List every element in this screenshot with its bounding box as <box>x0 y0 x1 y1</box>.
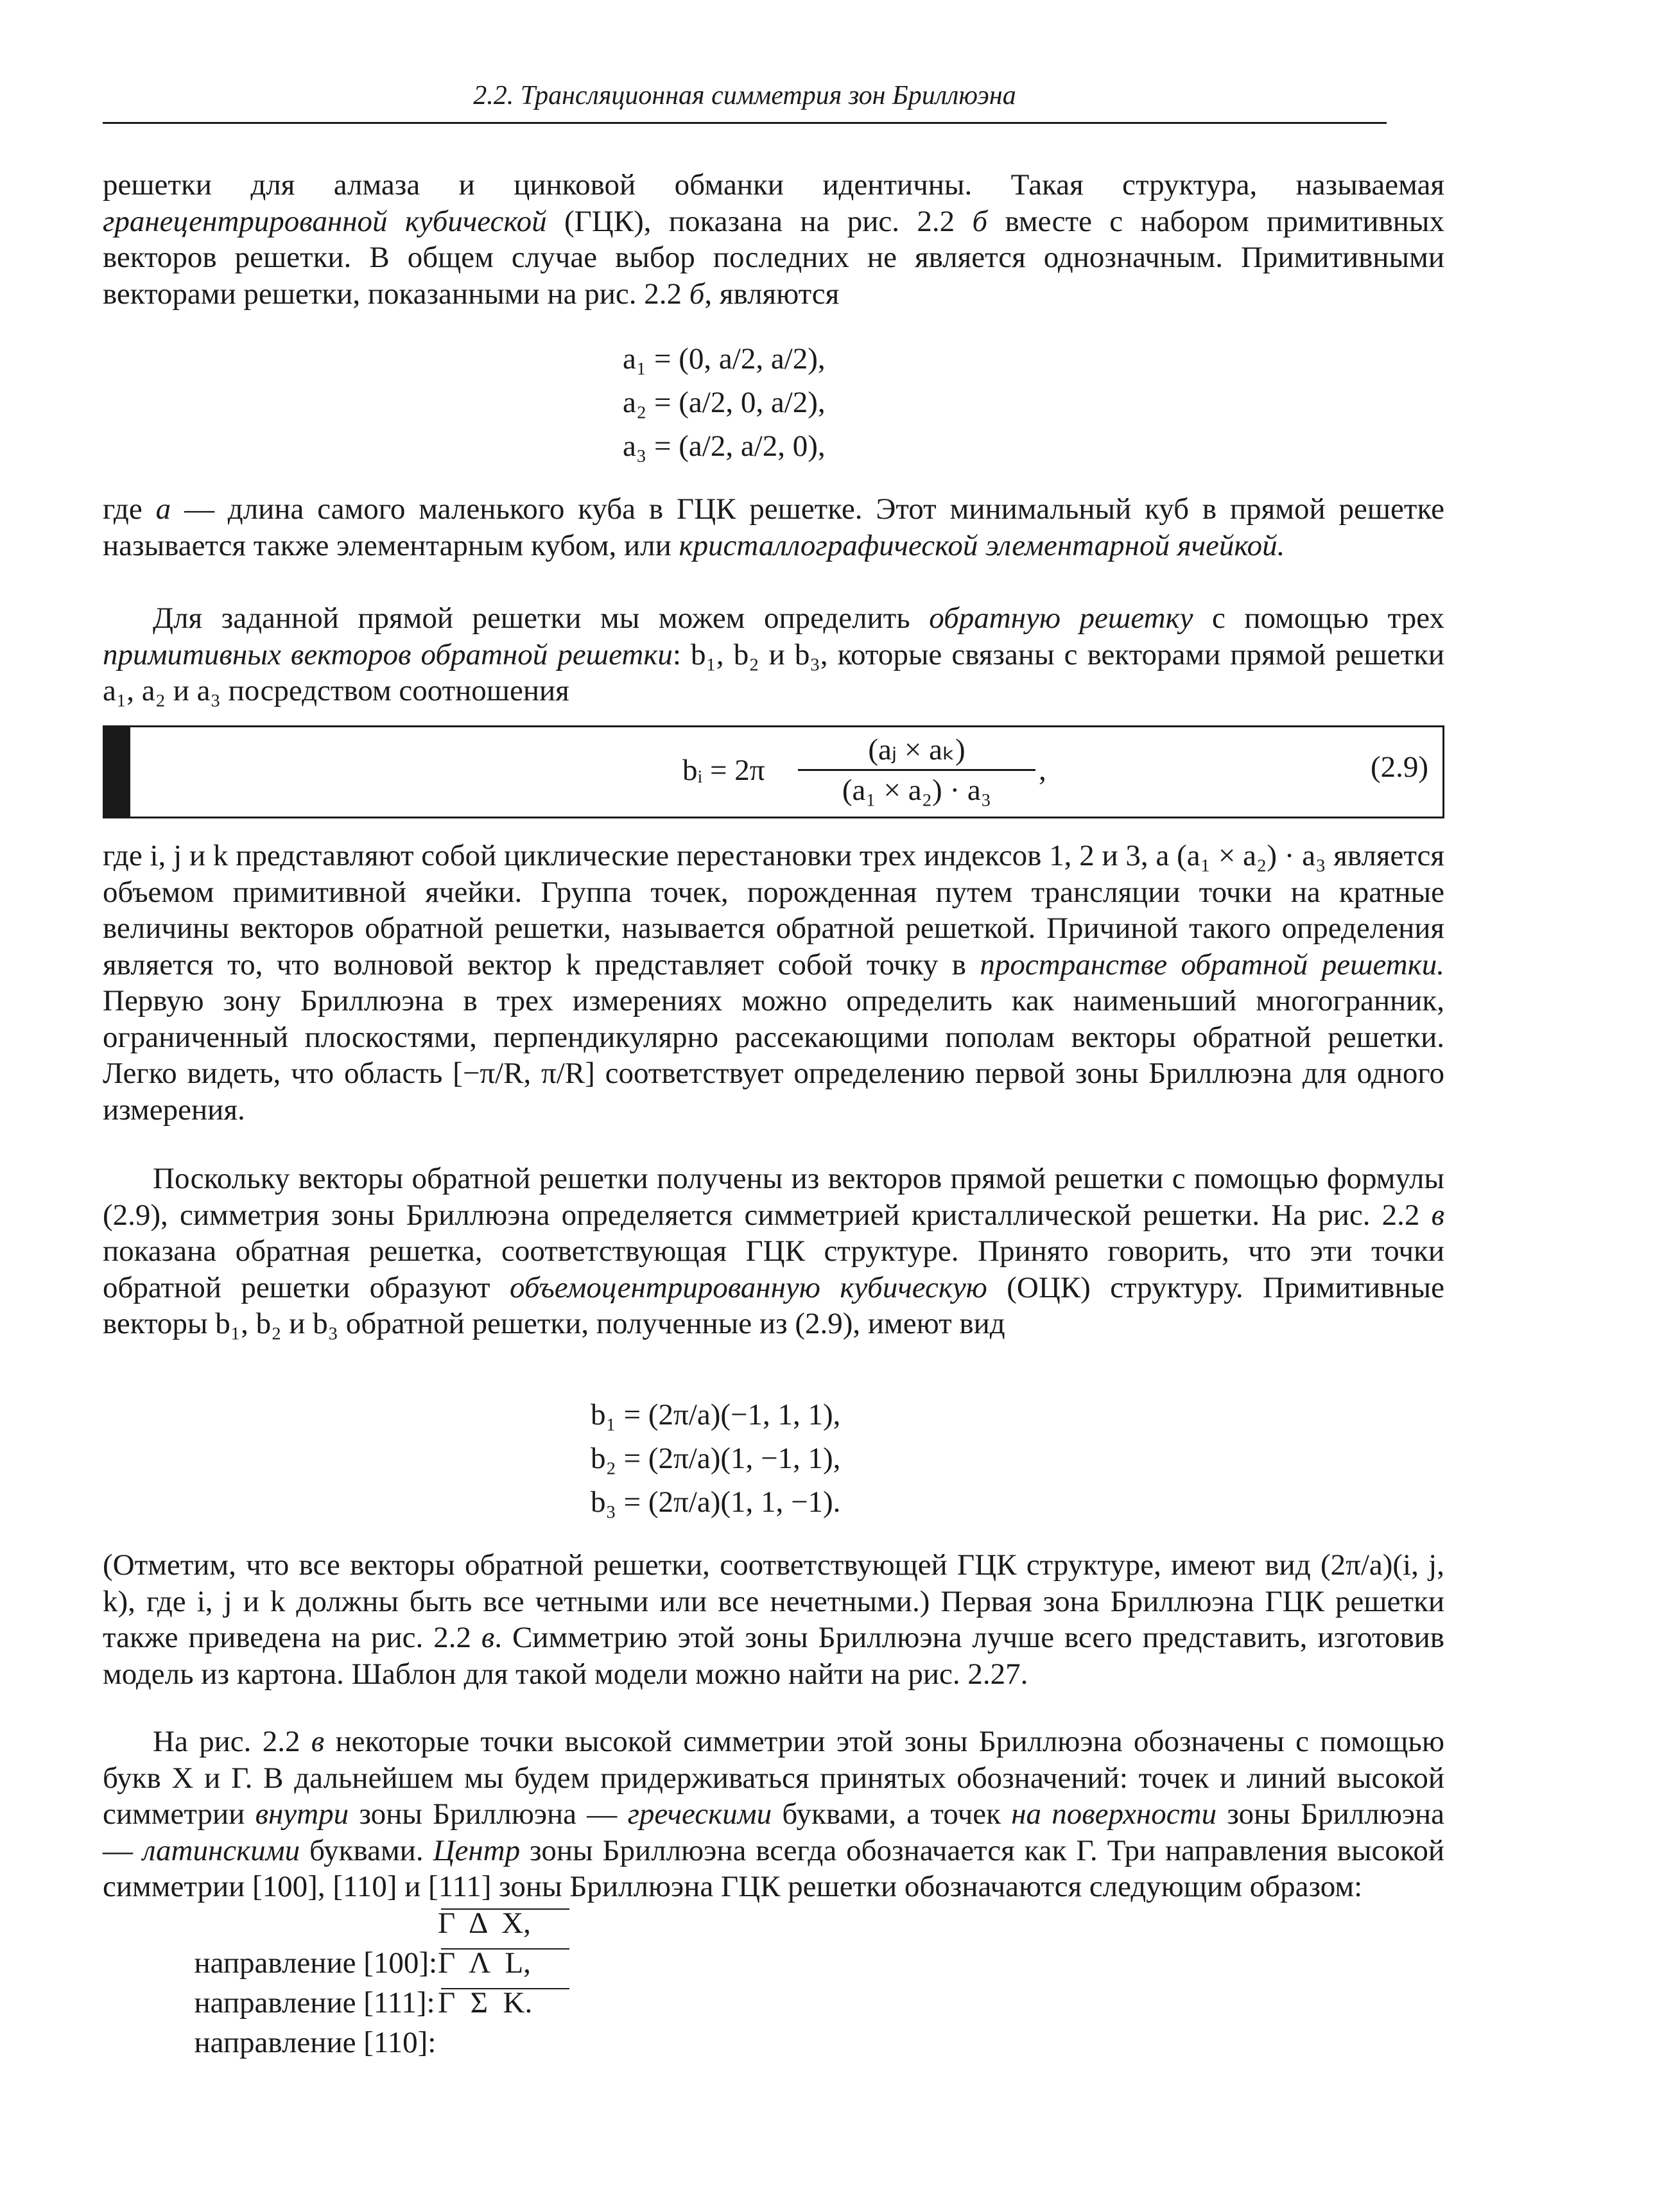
fraction-numerator: (aⱼ × aₖ) <box>868 733 966 766</box>
path-overline <box>441 1988 569 1989</box>
equation-lhs: bᵢ = 2π <box>682 754 765 787</box>
paragraph-1: решетки для алмаза и цинковой обманки идентичны. Такая структура, называемая гранецентрированной кубической (ГЦК), показана на рис. 2.2 б вместе с набором примитивных векторов решетки. В общем случае выбор последних не является однозначным. Примитивными векторами решетки, показанными на рис. 2.2 б, являются <box>103 168 1444 311</box>
header-rule <box>103 122 1387 124</box>
boxed-equation <box>103 725 1444 818</box>
paragraph-2: где a — длина самого маленького куба в ГЦК решетке. Этот минимальный куб в прямой решетке называется также элементарным кубом, или кристаллографической элементарной ячейкой. <box>103 492 1444 562</box>
equation-b2: b₂ = (2π/a)(1, −1, 1), <box>591 1442 841 1475</box>
paragraph-5: Поскольку векторы обратной решетки получены из векторов прямой решетки с помощью формулы (2.9), симметрия зоны Бриллюэна определяется симметрией кристаллической решетки. На рис. 2.2 в показана обратная решетка, соответствующая ГЦК структуре. Принято говорить, что эти точки обратной решетки образуют объемоцентрированную кубическую (ОЦК) структуру. Примитивные векторы b₁, b₂ и b₃ обратной решетки, полученные из (2.9), имеют вид <box>103 1162 1444 1340</box>
equations-direct-vectors <box>623 337 826 468</box>
equation-number: (2.9) <box>1370 750 1428 784</box>
running-head: 2.2. Трансляционная симметрия зон Бриллюэна <box>473 81 1016 110</box>
direction-label: направление [100]: <box>194 1946 438 1980</box>
equation-side-bar <box>105 727 130 817</box>
equations-reciprocal-vectors <box>591 1393 840 1524</box>
equation-b3: b₃ = (2π/a)(1, 1, −1). <box>591 1485 841 1519</box>
direction-label: направление [111]: <box>194 1986 435 2019</box>
path-overline <box>441 1908 569 1910</box>
paragraph-6: (Отметим, что все векторы обратной решетки, соответствующей ГЦК структуре, имеют вид (2π/a)(i, j, k), где i, j и k должны быть все четными или все нечетными.) Первая зона Бриллюэна ГЦК решетки также приведена на рис. 2.2 в. Симметрию этой зоны Бриллюэна лучше всего представить, изготовив модель из картона. Шаблон для такой модели можно найти на рис. 2.27. <box>103 1548 1444 1691</box>
fraction-denominator: (a₁ × a₂) · a₃ <box>842 774 992 807</box>
direction-path: Γ Σ K. <box>438 1986 533 2019</box>
equation-b1: b₁ = (2π/a)(−1, 1, 1), <box>591 1398 841 1431</box>
equation-a1: a₁ = (0, a/2, a/2), <box>623 342 826 376</box>
direction-path: Γ Δ X, <box>438 1907 531 1940</box>
direction-list <box>149 1903 533 2059</box>
paragraph-7: На рис. 2.2 в некоторые точки высокой симметрии этой зоны Бриллюэна обозначены с помощью букв X и Γ. В дальнейшем мы будем придерживаться принятых обозначений: точек и линий высокой симметрии внутри зоны Бриллюэна — греческими буквами, а точек на поверхности зоны Бриллюэна — латинскими буквами. Центр зоны Бриллюэна всегда обозначается как Γ. Три направления высокой симметрии [100], [110] и [111] зоны Бриллюэна ГЦК решетки обозначаются следующим образом: <box>103 1725 1445 1903</box>
equation-comma: , <box>1039 754 1046 787</box>
equation-a2: a₂ = (a/2, 0, a/2), <box>623 386 826 419</box>
paragraph-4: где i, j и k представляют собой циклические перестановки трех индексов 1, 2 и 3, а (a₁ × a₂) · a₃ является объемом примитивной ячейки. Группа точек, порожденная путем трансляции точки на кратные величины векторов обратной решетки, называется обратной решеткой. Причиной такого определения является то, что волновой вектор k представляет собой точку в пространстве обратной решетки. Первую зону Бриллюэна в трех измерениях можно определить как наименьший многогранник, ограниченный плоскостями, перпендикулярно рассекающими пополам векторы обратной решетки. Легко видеть, что область [−π/R, π/R] соответствует определению первой зоны Бриллюэна для одного измерения. <box>103 839 1444 1127</box>
direction-path: Γ Λ L, <box>438 1946 531 1980</box>
direction-110 <box>149 1983 533 2059</box>
fraction <box>798 731 1035 809</box>
equation-a3: a₃ = (a/2, a/2, 0), <box>623 429 826 463</box>
path-overline <box>441 1948 569 1950</box>
paragraph-3: Для заданной прямой решетки мы можем определить обратную решетку с помощью трех примитивных векторов обратной решетки: b₁, b₂ и b₃, которые связаны с векторами прямой решетки a₁, a₂ и a₃ посредством соотношения <box>103 601 1444 707</box>
direction-label: направление [110]: <box>194 2026 437 2059</box>
